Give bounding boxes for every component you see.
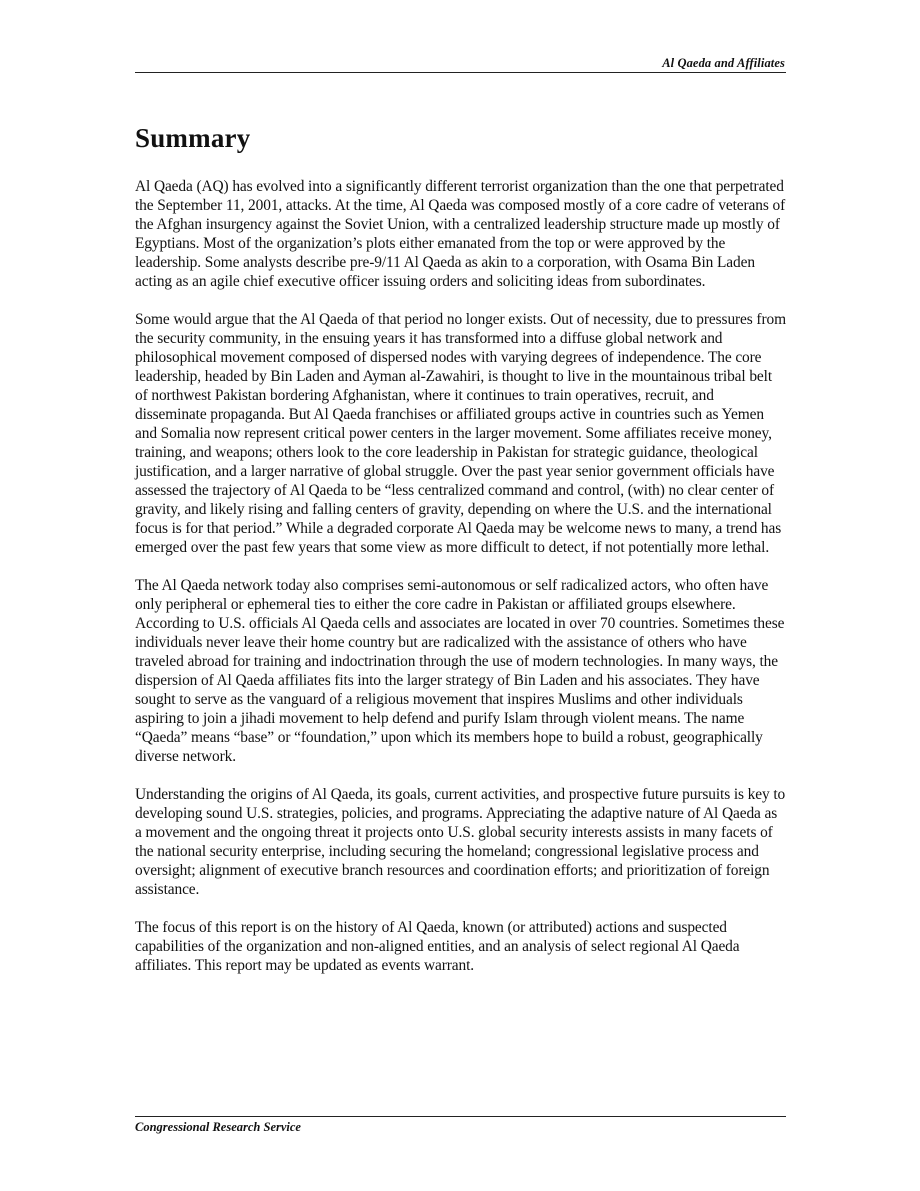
summary-body [135, 177, 786, 994]
paragraph-1: Al Qaeda (AQ) has evolved into a significantly different terrorist organization than the one that perpetrated the September 11, 2001, attacks. At the time, Al Qaeda was composed mostly of a core cadre of veterans of the Afghan insurgency against the Soviet Union, with a centralized leadership structure made up mostly of Egyptians. Most of the organization’s plots either emanated from the top or were approved by the leadership. Some analysts describe pre-9/11 Al Qaeda as akin to a corporation, with Osama Bin Laden acting as an agile chief executive officer issuing orders and soliciting ideas from subordinates. [135, 178, 786, 290]
section-title: Summary [135, 123, 251, 153]
running-footer: Congressional Research Service [135, 1120, 301, 1134]
paragraph-4: Understanding the origins of Al Qaeda, its goals, current activities, and prospective future pursuits is key to developing sound U.S. strategies, policies, and programs. Appreciating the adaptive nature of Al Qaeda as a movement and the ongoing threat it projects onto U.S. global security interests assists in many facets of the national security enterprise, including securing the homeland; congressional legislative process and oversight; alignment of executive branch resources and coordination efforts; and prioritization of foreign assistance. [135, 786, 786, 898]
paragraph-2: Some would argue that the Al Qaeda of that period no longer exists. Out of necessity, due to pressures from the security community, in the ensuing years it has transformed into a diffuse global network and philosophical movement composed of dispersed nodes with varying degrees of independence. The core leadership, headed by Bin Laden and Ayman al-Zawahiri, is thought to live in the mountainous tribal belt of northwest Pakistan bordering Afghanistan, where it continues to train operatives, recruit, and disseminate propaganda. But Al Qaeda franchises or affiliated groups active in countries such as Yemen and Somalia now represent critical power centers in the larger movement. Some affiliates receive money, training, and weapons; others look to the core leadership in Pakistan for strategic guidance, theological justification, and a larger narrative of global struggle. Over the past year senior government officials have assessed the trajectory of Al Qaeda to be “less centralized command and control, (with) no clear center of gravity, and likely rising and falling centers of gravity, depending on where the U.S. and the international focus is for that period.” While a degraded corporate Al Qaeda may be welcome news to many, a trend has emerged over the past few years that some view as more difficult to detect, if not potentially more lethal. [135, 311, 786, 556]
paragraph-3: The Al Qaeda network today also comprises semi-autonomous or self radicalized actors, who often have only peripheral or ephemeral ties to either the core cadre in Pakistan or affiliated groups elsewhere. According to U.S. officials Al Qaeda cells and associates are located in over 70 countries. Sometimes these individuals never leave their home country but are radicalized with the assistance of others who have traveled abroad for training and indoctrination through the use of modern technologies. In many ways, the dispersion of Al Qaeda affiliates fits into the larger strategy of Bin Laden and his associates. They have sought to serve as the vanguard of a religious movement that inspires Muslims and other individuals aspiring to join a jihadi movement to help defend and purify Islam through violent means. The name “Qaeda” means “base” or “foundation,” upon which its members hope to build a robust, geographically diverse network. [135, 577, 785, 765]
paragraph-5: The focus of this report is on the history of Al Qaeda, known (or attributed) actions and suspected capabilities of the organization and non-aligned entities, and an analysis of select regional Al Qaeda affiliates. This report may be updated as events warrant. [135, 919, 740, 974]
header-divider [135, 72, 786, 73]
footer-divider [135, 1116, 786, 1117]
running-header: Al Qaeda and Affiliates [662, 56, 785, 70]
